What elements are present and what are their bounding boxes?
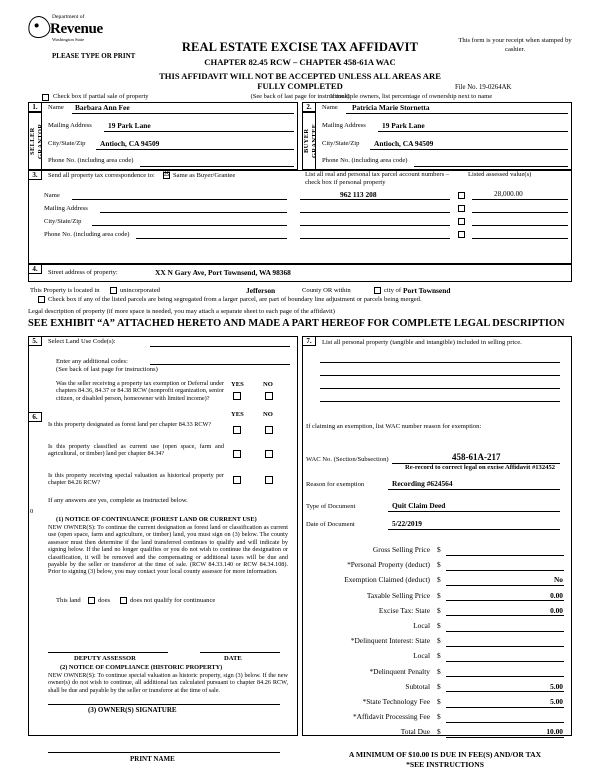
wac-number-label: WAC No. (Section/Subsection) (306, 456, 389, 463)
section6-yes-header: YES (231, 411, 244, 418)
amount-rule-12 (446, 737, 564, 738)
section7-number: 7. (302, 336, 316, 346)
s3-csz-rule[interactable] (92, 225, 287, 226)
seller-section-number: 1. (28, 102, 42, 112)
parcel-rule-0 (300, 199, 450, 200)
see-back-label: (See back of last page for instructions) (56, 366, 158, 373)
segregated-checkbox[interactable] (38, 296, 45, 303)
zero-marker: 0 (30, 508, 34, 515)
same-as-buyer-checkbox[interactable] (163, 172, 170, 179)
amount-label-1: *Personal Property (deduct) (347, 560, 430, 570)
personal-property-label: List all personal property (tangible and intangible) included in selling price. (322, 339, 522, 346)
amount-label-11: *Affidavit Processing Fee (352, 712, 430, 722)
owner-signature-rule[interactable] (48, 704, 280, 705)
notice-continuance-body: NEW OWNER(S): To continue the current designation as forest land or classification as current use (open space, farm and agriculture, or timber) land, you must sign on (3) below. The county assessor must then determine if the land transferred continues to qualify and will indicate by signing below. If the land no longer qualifies or you do not wish to continue the designation or classification, it will be removed and the compensating or additional taxes will be due and payable by the seller or transferor at the time of sale. (RCW 84.33.140 or RCW 84.34.108). Prior to signing (3) below, you may contact your local county assessor for more information. (48, 524, 288, 576)
amount-rule-9 (446, 691, 564, 692)
seller-exemption-no-checkbox[interactable] (265, 392, 273, 400)
amount-rule-10 (446, 707, 564, 708)
amount-currency-1: $ (437, 560, 441, 570)
assessor-date-rule[interactable] (200, 652, 280, 653)
amount-currency-3: $ (437, 590, 441, 600)
buyer-phone-rule[interactable] (414, 166, 568, 167)
same-as-buyer-label: Same as Buyer/Grantee (173, 172, 236, 179)
current-use-no-checkbox[interactable] (265, 450, 273, 458)
located-in-label: This Property is located in (30, 287, 100, 294)
historic-no-checkbox[interactable] (265, 476, 273, 484)
file-number: File No. 19-0264AK (455, 84, 512, 91)
parcel-rule-3[interactable] (300, 238, 450, 239)
state-line: Washington State (52, 37, 85, 42)
amount-label-6: *Delinquent Interest: State (350, 636, 430, 646)
amount-label-5: Local (413, 621, 430, 630)
assessed-rule-1[interactable] (472, 212, 568, 213)
amount-value-2[interactable]: No (553, 575, 563, 585)
form-instructions-note: (See back of last page for instructions) (250, 93, 350, 100)
street-address-label: Street address of property: (48, 269, 118, 276)
county-name-value[interactable]: Jefferson (246, 286, 276, 295)
print-name-label: PRINT NAME (130, 755, 175, 763)
s3-phone-rule[interactable] (136, 238, 287, 239)
section3-send-label: Send all property tax correspondence to: (48, 172, 155, 179)
amount-rule-6 (446, 646, 564, 647)
parcel-personal-checkbox-1[interactable] (458, 205, 465, 212)
multiple-owners-note: If multiple owners, list percentage of ownership next to name (330, 93, 493, 100)
revenue-wordmark: Revenue (50, 21, 103, 37)
current-use-yes-checkbox[interactable] (233, 450, 241, 458)
does-not-qualify-checkbox[interactable] (120, 597, 127, 604)
type-document-rule (388, 511, 560, 512)
buyer-csz-label: City/State/Zip (322, 140, 360, 147)
assessed-rule-3[interactable] (472, 238, 568, 239)
does-not-label: does not qualify for continuance (130, 597, 216, 604)
historic-yes-checkbox[interactable] (233, 476, 241, 484)
does-label: does (98, 597, 111, 604)
section5-number: 5. (28, 336, 42, 346)
forest-land-no-checkbox[interactable] (265, 426, 273, 434)
buyer-side-label: BUYER GRANTEE (303, 123, 318, 159)
personal-property-rule-1[interactable] (320, 375, 560, 376)
city-of-label: city of (384, 287, 402, 294)
receipt-note: This form is your receipt when stamped by cashier. (458, 37, 572, 53)
current-use-question: Is this property classified as current use (open space, farm and agricultural, or timber) land per chapter 84.34? (48, 443, 224, 458)
seller-exemption-question: Was the seller receiving a property tax exemption or Deferral under chapters 84.36, 84.37 or 84.38 RCW (nonprofit organization, senior citizen, or disabled person, homeowner with limited income)? (56, 380, 225, 402)
buyer-phone-label: Phone No. (including area code) (322, 157, 408, 164)
amount-rule-5 (446, 631, 564, 632)
buyer-mailing-rule (378, 131, 568, 132)
section3-box (28, 170, 572, 264)
notice-continuance-title: (1) NOTICE OF CONTINUANCE (FOREST LAND OR CURRENT USE) (56, 516, 257, 523)
section5-no-header: NO (263, 381, 273, 388)
parcel-personal-checkbox-3[interactable] (458, 231, 465, 238)
owner-signature-label: (3) OWNER(S) SIGNATURE (88, 706, 177, 714)
seller-csz-value[interactable]: Antioch, CA 94509 (100, 139, 160, 148)
unincorporated-label: unincorporated (120, 287, 160, 294)
city-name-value[interactable]: Port Townsend (403, 286, 451, 295)
amount-currency-11: $ (437, 712, 441, 722)
footer-line-2: *SEE INSTRUCTIONS (406, 760, 484, 769)
section6-no-header: NO (263, 411, 273, 418)
wac-number-value[interactable]: 458-61A-217 (452, 452, 501, 462)
parcel-rule-2[interactable] (300, 225, 450, 226)
exemption-claim-label: If claiming an exemption, list WAC number reason for exemption: (306, 423, 482, 430)
legal-description-label: Legal description of property (if more space is needed, you may attach a separate sheet to each page of the affidavit) (28, 308, 335, 315)
amount-currency-4: $ (437, 605, 441, 615)
buyer-name-label: Name (322, 104, 338, 111)
seller-exemption-yes-checkbox[interactable] (233, 392, 241, 400)
s3-mailing-label: Mailing Address (44, 205, 88, 212)
assessed-rule-2[interactable] (472, 225, 568, 226)
amount-rule-11 (446, 722, 564, 723)
parcel-rule-1[interactable] (300, 212, 450, 213)
buyer-mailing-label: Mailing Address (322, 122, 366, 129)
minimum-due-footer (300, 750, 590, 770)
county-or-label: County OR within (302, 287, 351, 294)
amount-rule-7 (446, 661, 564, 662)
personal-property-rule-2[interactable] (320, 388, 560, 389)
deputy-assessor-rule[interactable] (48, 652, 168, 653)
seller-phone-label: Phone No. (including area code) (48, 157, 134, 164)
section6-number: 6. (28, 412, 42, 422)
amount-value-4[interactable]: 0.00 (550, 605, 563, 615)
amount-value-12[interactable]: 10.00 (546, 727, 563, 737)
amount-value-9[interactable]: 5.00 (550, 681, 563, 691)
street-address-value[interactable]: XX N Gary Ave, Port Townsend, WA 98368 (155, 268, 291, 277)
amount-label-12: Total Due (400, 727, 430, 737)
agency-logo (28, 14, 158, 44)
additional-codes-rule[interactable] (150, 364, 290, 365)
amount-currency-2: $ (437, 575, 441, 585)
city-checkbox[interactable] (374, 287, 381, 294)
section5-yes-header: YES (231, 381, 244, 388)
this-land-label: This land (56, 597, 81, 604)
amount-currency-5: $ (437, 621, 441, 630)
personal-property-rule-3[interactable] (320, 401, 560, 402)
notice-compliance-body: NEW OWNER(S): To continue special valuation as historic property, sign (3) below. If the new owner(s) do not wish to continue, all additional tax calculated pursuant to chapter 84.26 RCW, shall be due and payable by the seller or transferor at the time of sale. (48, 672, 288, 694)
type-document-label: Type of Document (306, 503, 356, 510)
segregated-note: Check box if any of the listed parcels are being segregated from a larger parcel, are part of boundary line adjustment or parcels being merged. (48, 296, 422, 303)
legal-description-exhibit: SEE EXHIBIT “A” ATTACHED HERETO AND MADE A PART HEREOF FOR COMPLETE LEGAL DESCRIPTION (28, 318, 565, 329)
s3-phone-label: Phone No. (including area code) (44, 231, 130, 238)
deputy-assessor-label: DEPUTY ASSESSOR (74, 655, 136, 662)
form-title: REAL ESTATE EXCISE TAX AFFIDAVIT (181, 40, 419, 54)
amount-label-2: Exemption Claimed (deduct) (344, 575, 430, 585)
partial-sale-checkbox[interactable] (42, 94, 49, 101)
amount-rule-1 (446, 570, 564, 571)
amount-currency-10: $ (437, 697, 441, 706)
assessor-date-label: DATE (224, 655, 242, 662)
amount-value-3[interactable]: 0.00 (550, 590, 563, 600)
form-chapter: CHAPTER 82.45 RCW – CHAPTER 458-61A WAC (204, 57, 396, 67)
section3-number: 3. (28, 170, 42, 180)
department-line: Department of (52, 14, 85, 20)
seller-mailing-rule (104, 131, 294, 132)
orca-logo-icon (26, 14, 52, 40)
if-any-yes-note: If any answers are yes, complete as instructed below. (48, 497, 188, 504)
date-document-rule (388, 529, 560, 530)
amount-currency-7: $ (437, 651, 441, 661)
parcel-numbers-heading: List all real and personal tax parcel account numbers – check box if personal property (305, 171, 450, 186)
buyer-csz-value[interactable]: Antioch, CA 94509 (374, 139, 434, 148)
amount-rule-4 (446, 615, 564, 616)
seller-name-value[interactable]: Barbara Ann Fee (75, 103, 130, 112)
date-document-label: Date of Document (306, 521, 355, 528)
partial-sale-label: Check box if partial sale of property (53, 93, 149, 100)
reason-value-bold: Re-record to correct legal on excise Affidavit #132452 (404, 464, 556, 471)
notice-compliance-title: (2) NOTICE OF COMPLIANCE (HISTORIC PROPERTY) (60, 664, 223, 671)
form-warning: THIS AFFIDAVIT WILL NOT BE ACCEPTED UNLESS ALL AREAS ARE FULLY COMPLETED (159, 71, 441, 91)
personal-property-rule-0[interactable] (320, 362, 560, 363)
amount-currency-12: $ (437, 727, 441, 737)
parcel-number-0[interactable]: 962 113 208 (340, 190, 377, 199)
forest-land-yes-checkbox[interactable] (233, 426, 241, 434)
amount-label-4: Excise Tax: State (378, 605, 430, 615)
s3-csz-label: City/State/Zip (44, 218, 82, 225)
seller-phone-rule[interactable] (140, 166, 294, 167)
s3-mailing-rule[interactable] (100, 212, 287, 213)
footer-line-1: A MINIMUM OF $10.00 IS DUE IN FEE(S) AND/OR TAX (348, 750, 542, 759)
amount-currency-9: $ (437, 681, 441, 691)
seller-side-label: SELLER GRANTOR (29, 123, 44, 159)
buyer-name-value[interactable]: Patricia Marie Stornetta (352, 103, 430, 112)
amount-rule-8 (446, 676, 564, 677)
amount-label-8: *Delinquent Penalty (369, 666, 430, 676)
assessed-value-heading: Listed assessed value(s) (468, 171, 532, 178)
reason-exemption-value[interactable]: Recording #624564 (392, 479, 453, 488)
enter-additional-codes-label: Enter any additional codes: (56, 358, 128, 365)
unincorporated-checkbox[interactable] (110, 287, 117, 294)
seller-mailing-label: Mailing Address (48, 122, 92, 129)
form-title-block (150, 40, 450, 100)
amount-label-0: Gross Selling Price (372, 545, 430, 554)
seller-name-rule (72, 113, 294, 114)
amount-label-3: Taxable Selling Price (366, 590, 430, 600)
amount-label-9: Subtotal (405, 681, 430, 691)
amount-label-7: Local (413, 651, 430, 661)
amount-rule-0 (446, 555, 564, 556)
parcel-personal-checkbox-0[interactable] (458, 192, 465, 199)
does-qualify-checkbox[interactable] (88, 597, 95, 604)
amount-rule-3 (446, 600, 564, 601)
print-name-rule[interactable] (48, 752, 280, 753)
amount-currency-8: $ (437, 666, 441, 676)
date-document-value[interactable]: 5/22/2019 (392, 519, 422, 528)
forest-land-question: Is this property designated as forest land per chapter 84.33 RCW? (48, 421, 212, 428)
reason-rule (388, 489, 560, 490)
amount-currency-6: $ (437, 636, 441, 646)
s3-name-label: Name (44, 192, 60, 199)
amount-currency-0: $ (437, 545, 441, 554)
assessed-value-0[interactable]: 28,000.00 (494, 190, 523, 198)
section4-number: 4. (28, 264, 42, 274)
seller-csz-label: City/State/Zip (48, 140, 86, 147)
buyer-section-number: 2. (302, 102, 316, 112)
reason-exemption-label: Reason for exemption (306, 481, 365, 488)
please-type-label: PLEASE TYPE OR PRINT (52, 52, 136, 60)
amount-value-10[interactable]: 5.00 (550, 697, 563, 706)
amount-rule-2 (446, 585, 564, 586)
seller-mailing-value[interactable]: 19 Park Lane (108, 121, 151, 130)
buyer-name-rule (346, 113, 568, 114)
amount-label-10: *State Technology Fee (362, 697, 430, 706)
land-use-code-rule[interactable] (150, 346, 290, 347)
buyer-mailing-value[interactable]: 19 Park Lane (382, 121, 425, 130)
type-document-value[interactable]: Quit Claim Deed (392, 501, 446, 510)
s3-name-rule[interactable] (72, 199, 287, 200)
land-use-code-label: Select Land Use Code(s): (48, 338, 116, 345)
seller-csz-rule (96, 149, 294, 150)
parcel-personal-checkbox-2[interactable] (458, 218, 465, 225)
assessed-rule-0 (472, 199, 568, 200)
buyer-csz-rule (370, 149, 568, 150)
seller-name-label: Name (48, 104, 64, 111)
historic-valuation-question: Is this property receiving special valuation as historical property per chapter 84.26 RCW? (48, 472, 224, 487)
